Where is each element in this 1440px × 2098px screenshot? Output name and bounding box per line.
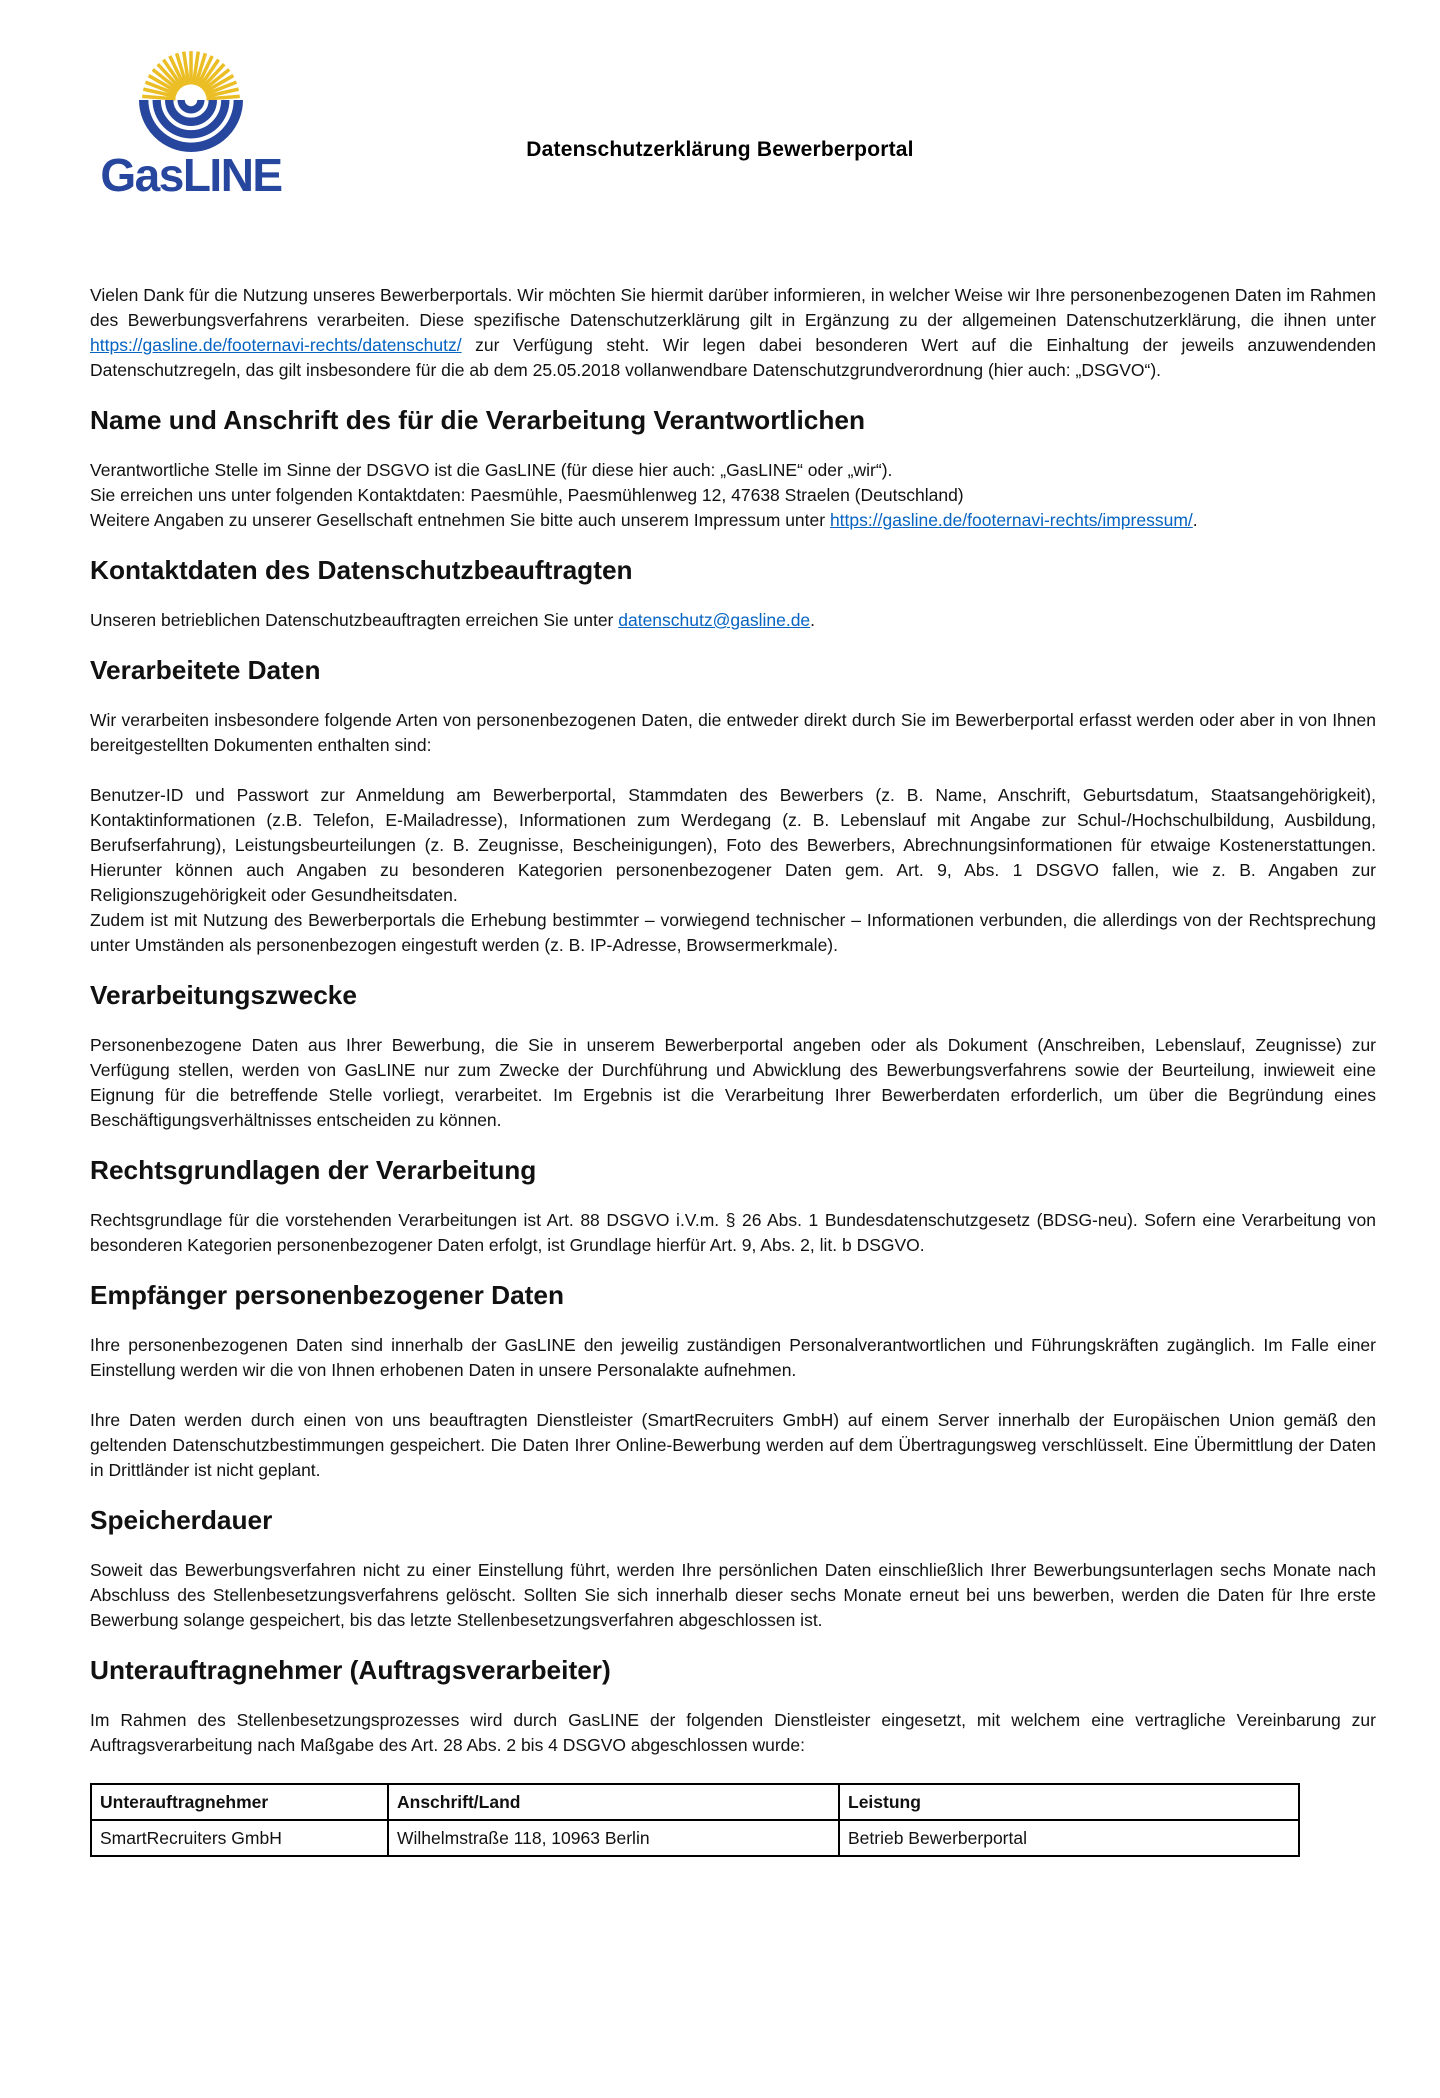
section-heading-unterauftragnehmer: Unterauftragnehmer (Auftragsverarbeiter) xyxy=(90,1655,611,1685)
kontaktdaten-dsb-paragraph: Unseren betrieblichen Datenschutzbeauftragten erreichen Sie unter datenschutz@gasline.de. xyxy=(90,610,816,630)
gasline-logo xyxy=(88,40,294,201)
empfaenger-paragraph-2: Ihre Daten werden durch einen von uns beauftragten Dienstleister (SmartRecruiters GmbH) auf einem Server innerhalb der Europäischen Union gemäß den geltenden Datenschutzbestimmungen gespeichert. Die Daten Ihrer Online-Bewerbung werden auf dem Übertragungsweg verschlüsselt. Eine Übermittlung der Daten in Drittländer ist nicht geplant. xyxy=(90,1410,1376,1480)
dpo-email-link[interactable]: datenschutz@gasline.de xyxy=(618,610,811,630)
table-header-leistung: Leistung xyxy=(839,1784,1299,1820)
section-heading-kontaktdaten-dsb: Kontaktdaten des Datenschutzbeauftragten xyxy=(90,555,633,585)
empfaenger-paragraph-1: Ihre personenbezogenen Daten sind innerhalb der GasLINE den jeweilig zuständigen Personalverantwortlichen und Führungskräften zugänglich. Im Falle einer Einstellung werden wir die von Ihnen erhobenen Daten in unsere Personalakte aufnehmen. xyxy=(90,1335,1376,1380)
document-body xyxy=(90,283,1376,1857)
speicherdauer-paragraph: Soweit das Bewerbungsverfahren nicht zu einer Einstellung führt, werden Ihre persönlichen Daten einschließlich Ihrer Bewerbungsunterlagen sechs Monate nach Abschluss des Stellenbesetzungsverfahrens gelöscht. Sollten Sie sich innerhalb dieser sechs Monate erneut bei uns bewerben, werden die Daten für Ihre erste Bewerbung solange gespeichert, bis das letzte Stellenbesetzungsverfahren abgeschlossen ist. xyxy=(90,1560,1376,1630)
verarbeitete-daten-detail-paragraph: Benutzer-ID und Passwort zur Anmeldung am Bewerberportal, Stammdaten des Bewerbers (z. B. Name, Anschrift, Geburtsdatum, Staatsangehörigkeit), Kontaktinformationen (z.B. Telefon, E-Mailadresse), Informationen zum Werdegang (z. B. Lebenslauf mit Angabe zur Schul-/Hochschulbildung, Ausbildung, Berufserfahrung), Leistungsbeurteilungen (z. B. Zeugnisse, Bescheinigungen), Foto des Bewerbers, Abrechnungsinformationen für etwaige Kostenerstattungen. Hierunter können auch Angaben zu besonderen Kategorien personenbezogener Daten gem. Art. 9, Abs. 1 DSGVO fallen, wie z. B. Angaben zur Religionszugehörigkeit oder Gesundheitsdaten. Zudem ist mit Nutzung des Bewerberportals die Erhebung bestimmter – vorwiegend technischer – Informationen verbunden, die allerdings von der Rechtsprechung unter Umständen als personenbezogen eingestuft werden (z. B. IP-Adresse, Browsermerkmale). xyxy=(90,785,1376,955)
gasline-wordmark: GasLINE xyxy=(100,149,282,201)
table-header-anschrift-land: Anschrift/Land xyxy=(388,1784,839,1820)
table-header-row xyxy=(91,1784,1299,1820)
table-cell-unterauftragnehmer: SmartRecruiters GmbH xyxy=(91,1820,388,1856)
unterauftragnehmer-paragraph: Im Rahmen des Stellenbesetzungsprozesses wird durch GasLINE der folgenden Dienstleister eingesetzt, mit welchem eine vertragliche Vereinbarung zur Auftragsverarbeitung nach Maßgabe des Art. 28 Abs. 2 bis 4 DSGVO abgeschlossen wurde: xyxy=(90,1710,1376,1755)
table-cell-leistung: Betrieb Bewerberportal xyxy=(839,1820,1299,1856)
subcontractor-table xyxy=(90,1783,1300,1857)
datenschutz-url-link[interactable]: https://gasline.de/footernavi-rechts/datenschutz/ xyxy=(90,335,462,355)
section-heading-verarbeitete-daten: Verarbeitete Daten xyxy=(90,655,321,685)
page-title: Datenschutzerklärung Bewerberportal xyxy=(526,138,914,161)
section-heading-rechtsgrundlagen: Rechtsgrundlagen der Verarbeitung xyxy=(90,1155,537,1185)
impressum-url-link[interactable]: https://gasline.de/footernavi-rechts/impressum/ xyxy=(829,510,1193,530)
section-heading-verantwortlicher: Name und Anschrift des für die Verarbeitung Verantwortlichen xyxy=(90,405,866,435)
table-header-unterauftragnehmer: Unterauftragnehmer xyxy=(91,1784,388,1820)
section-heading-verarbeitungszwecke: Verarbeitungszwecke xyxy=(90,980,357,1010)
section-heading-empfaenger: Empfänger personenbezogener Daten xyxy=(90,1280,565,1310)
table-cell-anschrift-land: Wilhelmstraße 118, 10963 Berlin xyxy=(388,1820,839,1856)
verarbeitungszwecke-paragraph: Personenbezogene Daten aus Ihrer Bewerbung, die Sie in unserem Bewerberportal angeben oder als Dokument (Anschreiben, Lebenslauf, Zeugnisse) zur Verfügung stellen, werden von GasLINE nur zum Zwecke der Durchführung und Abwicklung des Bewerbungsverfahrens sowie der Beurteilung, inwieweit eine Eignung für die betreffende Stelle vorliegt, verarbeitet. Im Ergebnis ist die Verarbeitung Ihrer Bewerberdaten erforderlich, um über die Begründung eines Beschäftigungsverhältnisses entscheiden zu können. xyxy=(90,1035,1376,1130)
intro-paragraph: Vielen Dank für die Nutzung unseres Bewerberportals. Wir möchten Sie hiermit darüber informieren, in welcher Weise wir Ihre personenbezogenen Daten im Rahmen des Bewerbungsverfahrens verarbeiten. Diese spezifische Datenschutzerklärung gilt in Ergänzung zu der allgemeinen Datenschutzerklärung, die ihnen unter https://gasline.de/footernavi-rechts/datenschutz/ zur Verfügung steht. Wir legen dabei besonderen Wert auf die Einhaltung der jeweils anzuwendenden Datenschutzregeln, das gilt insbesondere für die ab dem 25.05.2018 vollanwendbare Datenschutzgrundverordnung (hier auch: „DSGVO“). xyxy=(90,285,1376,380)
verantwortlicher-paragraph: Verantwortliche Stelle im Sinne der DSGVO ist die GasLINE (für diese hier auch: „GasLINE“ oder „wir“). Sie erreichen uns unter folgenden Kontaktdaten: Paesmühle, Paesmühlenweg 12, 47638 Straelen (Deutschland) Weitere Angaben zu unserer Gesellschaft entnehmen Sie bitte auch unserem Impressum unter https://gasline.de/footernavi-rechts/impressum/. xyxy=(90,460,1198,530)
table-row xyxy=(91,1820,1299,1856)
rechtsgrundlagen-paragraph: Rechtsgrundlage für die vorstehenden Verarbeitungen ist Art. 88 DSGVO i.V.m. § 26 Abs. 1 Bundesdatenschutzgesetz (BDSG-neu). Sofern eine Verarbeitung von besonderen Kategorien personenbezogener Daten erfolgt, ist Grundlage hierfür Art. 9, Abs. 2, lit. b DSGVO. xyxy=(90,1210,1376,1255)
verarbeitete-daten-intro-paragraph: Wir verarbeiten insbesondere folgende Arten von personenbezogenen Daten, die entweder direkt durch Sie im Bewerberportal erfasst werden oder aber in von Ihnen bereitgestellten Dokumenten enthalten sind: xyxy=(90,710,1376,755)
section-heading-speicherdauer: Speicherdauer xyxy=(90,1505,273,1535)
